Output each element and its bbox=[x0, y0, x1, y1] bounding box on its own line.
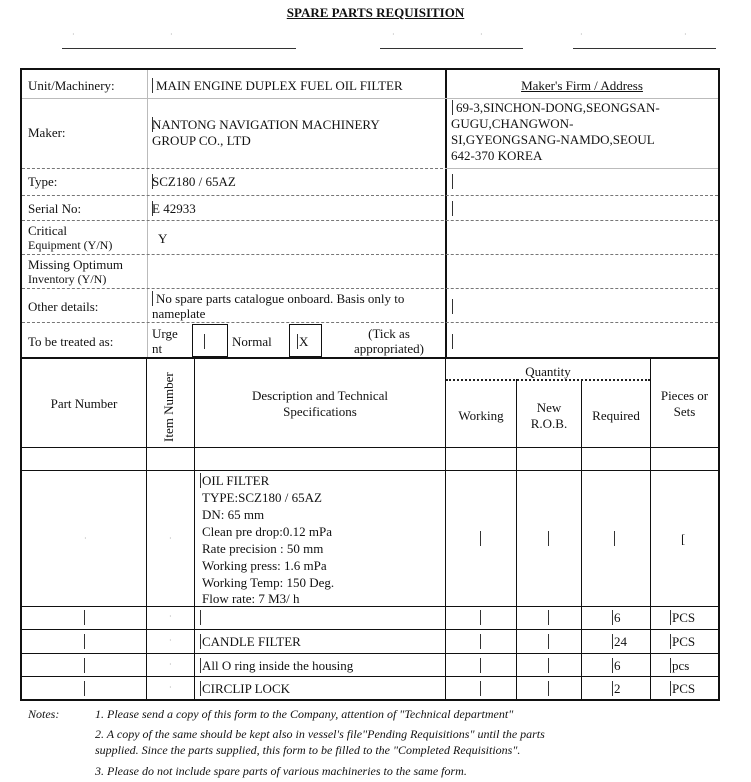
cursor-mark bbox=[614, 531, 615, 546]
value-maker-2[interactable]: GROUP CO., LTD bbox=[152, 133, 251, 148]
notes-label: Notes: bbox=[28, 707, 60, 721]
bracket-mark: [ bbox=[681, 531, 686, 546]
header-required: Required bbox=[592, 408, 640, 423]
row-unit[interactable]: PCS bbox=[672, 634, 696, 649]
address-line-1[interactable]: 69-3,SINCHON-DONG,SEONGSAN- bbox=[456, 100, 660, 115]
signature-line-2 bbox=[380, 48, 523, 49]
label-critical: Critical bbox=[28, 223, 67, 238]
row-description[interactable]: CANDLE FILTER bbox=[202, 634, 301, 649]
value-maker-1[interactable]: NANTONG NAVIGATION MACHINERY bbox=[152, 117, 380, 132]
header-new-rob: New bbox=[536, 400, 562, 415]
normal-checkbox-mark: X bbox=[299, 334, 309, 349]
label-missing: Missing Optimum bbox=[28, 257, 123, 272]
signature-line-3 bbox=[573, 48, 716, 49]
dot-mark: · bbox=[170, 30, 173, 39]
value-critical[interactable]: Y bbox=[158, 231, 168, 246]
row-unit[interactable]: pcs bbox=[672, 658, 690, 673]
header-new-rob-2: R.O.B. bbox=[530, 416, 568, 431]
cursor-mark bbox=[452, 100, 453, 115]
address-line-3[interactable]: SI,GYEONGSANG-NAMDO,SEOUL bbox=[451, 132, 655, 147]
label-type: Type: bbox=[28, 174, 58, 189]
header-pieces: Pieces or bbox=[660, 388, 709, 403]
spec-line[interactable]: Clean pre drop:0.12 mPa bbox=[202, 524, 332, 539]
header-working: Working bbox=[458, 408, 504, 423]
note-1: 1. Please send a copy of this form to the Company, attention of "Technical department" bbox=[95, 707, 514, 721]
spec-line[interactable]: DN: 65 mm bbox=[202, 507, 265, 522]
row-required[interactable]: 6 bbox=[614, 610, 621, 625]
dot-mark: · bbox=[84, 534, 87, 543]
label-maker: Maker: bbox=[28, 125, 66, 140]
header-item-number: Item Number bbox=[161, 372, 176, 442]
label-other: Other details: bbox=[28, 299, 99, 314]
makers-firm-header: Maker's Firm / Address bbox=[521, 78, 643, 93]
note-2: 2. A copy of the same should be kept also in vessel's file"Pending Requisitions" until the parts bbox=[95, 727, 545, 741]
dot-mark: · bbox=[392, 30, 395, 39]
label-urgent: Urge bbox=[152, 326, 178, 341]
note-3: 3. Please do not include spare parts of various machineries to the same form. bbox=[95, 764, 467, 778]
label-unit: Unit/Machinery: bbox=[28, 78, 115, 93]
cursor-mark bbox=[452, 334, 453, 349]
label-serial: Serial No: bbox=[28, 201, 82, 216]
tick-note-1: (Tick as bbox=[368, 326, 410, 341]
address-line-2[interactable]: GUGU,CHANGWON- bbox=[451, 116, 574, 131]
value-unit[interactable]: MAIN ENGINE DUPLEX FUEL OIL FILTER bbox=[156, 78, 403, 93]
row-required[interactable]: 2 bbox=[614, 681, 621, 696]
header-pieces-2: Sets bbox=[673, 404, 696, 419]
cursor-mark bbox=[452, 201, 453, 216]
value-type[interactable]: SCZ180 / 65AZ bbox=[152, 174, 236, 189]
cursor-mark bbox=[452, 299, 453, 314]
value-serial[interactable]: E 42933 bbox=[152, 201, 196, 216]
row-unit[interactable]: PCS bbox=[672, 610, 696, 625]
dot-mark: · bbox=[72, 30, 75, 39]
label-missing-2: Inventory (Y/N) bbox=[28, 272, 107, 286]
cursor-mark bbox=[452, 174, 453, 189]
tick-note-2: appropriated) bbox=[353, 341, 425, 356]
spec-line[interactable]: Rate precision : 50 mm bbox=[202, 541, 324, 556]
dot-mark: · bbox=[480, 30, 483, 39]
value-other-2[interactable]: nameplate bbox=[152, 306, 206, 321]
dot-mark: · bbox=[169, 534, 172, 543]
header-description: Description and Technical bbox=[251, 388, 389, 403]
signature-line-1 bbox=[62, 48, 296, 49]
form-title: SPARE PARTS REQUISITION bbox=[286, 5, 465, 20]
row-description[interactable]: All O ring inside the housing bbox=[202, 658, 354, 673]
row-unit[interactable]: PCS bbox=[672, 681, 696, 696]
header-quantity: Quantity bbox=[525, 364, 571, 379]
normal-checkbox[interactable] bbox=[289, 324, 322, 357]
urgent-checkbox[interactable] bbox=[192, 324, 228, 357]
cursor-mark bbox=[152, 78, 153, 93]
requisition-form: Unit/Machinery: Maker: Type: Serial No: Critical Equipment (Y/N) Missing Optimum Inventory (Y/N) Other details: To be treated as: MAIN ENGINE DUPLEX FUEL OIL FILTER NANTONG NAVIGATION MACHINERY GROUP CO., LTD SCZ180 / 65AZ E 42933 Y No spare parts catalogue onboard. Basis only to nameplate Urge nt Normal X (Tick as appropriated) Maker's Firm / Address 69-3,SINCHON-DONG,SEONGSAN- GUGU,CHANGWON- SI,GYEONGSANG-NAMDO,SEOUL 642-370 KOREA Part Number Item Number Description and Technical Specifications Quantity Working New R.O.B. Required Pieces or Sets OIL FILTER TYPE:SCZ180 / 65AZ DN: 65 mm Clean pre drop:0.12 mPa Rate precision : 50 mm Working press: 1.6 mPa Working Temp: 150 Deg. Flow rate: 7 M3/ h [ · · · 6 PCS · CANDLE FILTER 24 PCS · All O ring inside the housing 6 pcs · CIRCLIP LOCK 2 PCS bbox=[20, 68, 720, 701]
cursor-mark bbox=[200, 473, 201, 488]
cursor-mark bbox=[204, 334, 205, 349]
header-description-2: Specifications bbox=[283, 404, 357, 419]
row-required[interactable]: 6 bbox=[614, 658, 621, 673]
cursor-mark bbox=[152, 291, 153, 306]
note-2-cont: supplied. Since the parts supplied, this form to be filled to the "Completed Requisitions". bbox=[95, 743, 521, 757]
label-divider bbox=[147, 70, 148, 359]
label-urgent-2: nt bbox=[152, 341, 163, 356]
dot-mark: · bbox=[684, 30, 687, 39]
spec-line[interactable]: Working press: 1.6 mPa bbox=[202, 558, 327, 573]
label-critical-2: Equipment (Y/N) bbox=[28, 238, 113, 252]
dot-mark: · bbox=[580, 30, 583, 39]
spec-line[interactable]: OIL FILTER bbox=[202, 473, 270, 488]
cursor-mark bbox=[548, 531, 549, 546]
row-required[interactable]: 24 bbox=[614, 634, 627, 649]
cursor-mark bbox=[297, 334, 298, 349]
spec-line[interactable]: Flow rate: 7 M3/ h bbox=[202, 591, 300, 606]
address-line-4[interactable]: 642-370 KOREA bbox=[451, 148, 543, 163]
header-part-number: Part Number bbox=[50, 396, 118, 411]
spec-line[interactable]: Working Temp: 150 Deg. bbox=[202, 575, 335, 590]
cursor-mark bbox=[480, 531, 481, 546]
label-treated: To be treated as: bbox=[28, 334, 114, 349]
value-other-1[interactable]: No spare parts catalogue onboard. Basis only to bbox=[156, 291, 405, 306]
spec-line[interactable]: TYPE:SCZ180 / 65AZ bbox=[202, 490, 322, 505]
row-description[interactable]: CIRCLIP LOCK bbox=[202, 681, 290, 696]
label-normal: Normal bbox=[232, 334, 272, 349]
section-divider bbox=[445, 70, 447, 359]
